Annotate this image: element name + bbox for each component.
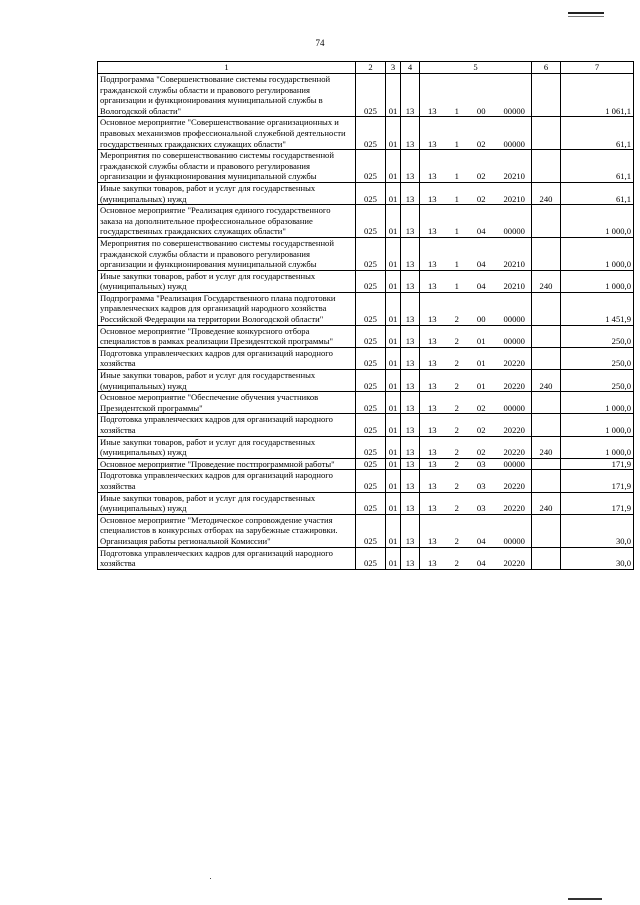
cell-ved: 025 [356, 458, 386, 470]
cs-program: 13 [428, 314, 437, 325]
cell-amount: 171,9 [561, 470, 634, 492]
page-number: 74 [315, 38, 325, 48]
row-description: Основное мероприятие "Проведение конкурсного отбора специалистов в рамках реализации Президентской программы" [98, 325, 356, 347]
cell-target-article [420, 514, 532, 547]
cell-expense-type [532, 150, 561, 183]
cs-measure: 00 [476, 105, 486, 116]
cell-section: 01 [386, 325, 401, 347]
cs-direction: 20210 [503, 259, 525, 270]
cs-direction: 20210 [503, 281, 525, 292]
cs-measure: 02 [476, 447, 486, 458]
cell-section: 01 [386, 74, 401, 117]
cell-ved: 025 [356, 370, 386, 392]
cs-subprogram: 1 [454, 138, 459, 149]
cs-program: 13 [428, 503, 437, 514]
cs-subprogram: 2 [454, 558, 459, 569]
cell-target-article [420, 325, 532, 347]
cell-amount: 250,0 [561, 370, 634, 392]
cell-subsection: 13 [401, 182, 420, 204]
cell-target-article [420, 237, 532, 270]
cell-subsection: 13 [401, 547, 420, 569]
cell-amount: 171,9 [561, 458, 634, 470]
cs-direction: 00000 [503, 458, 525, 469]
cs-program: 13 [428, 138, 437, 149]
table-row [98, 347, 634, 369]
cell-ved: 025 [356, 470, 386, 492]
cs-program: 13 [428, 447, 437, 458]
cell-amount: 1 000,0 [561, 205, 634, 238]
cs-program: 13 [428, 259, 437, 270]
cell-section: 01 [386, 292, 401, 325]
cs-program: 13 [428, 358, 437, 369]
cell-section: 01 [386, 182, 401, 204]
cs-subprogram: 1 [454, 259, 459, 270]
cs-direction: 20210 [503, 193, 525, 204]
cell-section: 01 [386, 436, 401, 458]
cell-ved: 025 [356, 325, 386, 347]
cs-direction: 00000 [503, 535, 525, 546]
table-row [98, 370, 634, 392]
cell-expense-type [532, 325, 561, 347]
cell-subsection: 13 [401, 117, 420, 150]
cell-subsection: 13 [401, 150, 420, 183]
cell-subsection: 13 [401, 347, 420, 369]
cell-expense-type [532, 292, 561, 325]
cell-section: 01 [386, 492, 401, 514]
table-row [98, 470, 634, 492]
cell-ved: 025 [356, 392, 386, 414]
cell-expense-type [532, 470, 561, 492]
cell-target-article [420, 74, 532, 117]
cell-target-article [420, 547, 532, 569]
cell-target-article [420, 392, 532, 414]
cell-subsection: 13 [401, 325, 420, 347]
cell-subsection: 13 [401, 392, 420, 414]
cell-target-article [420, 270, 532, 292]
cell-subsection: 13 [401, 492, 420, 514]
scan-mark-bottom [568, 898, 602, 902]
cell-ved: 025 [356, 514, 386, 547]
row-description: Основное мероприятие "Обеспечение обучения участников Президентской программы" [98, 392, 356, 414]
cell-amount: 1 000,0 [561, 414, 634, 436]
cell-ved: 025 [356, 492, 386, 514]
cell-subsection: 13 [401, 270, 420, 292]
cs-program: 13 [428, 558, 437, 569]
cell-subsection: 13 [401, 74, 420, 117]
cs-program: 13 [428, 193, 437, 204]
cell-subsection: 13 [401, 414, 420, 436]
cs-measure: 02 [476, 425, 486, 435]
cell-target-article [420, 182, 532, 204]
cell-ved: 025 [356, 117, 386, 150]
cs-subprogram: 2 [454, 402, 459, 413]
cell-target-article [420, 347, 532, 369]
cell-ved: 025 [356, 347, 386, 369]
row-description: Основное мероприятие "Совершенствование организационных и правовых механизмов профессиональной служебной деятельности государственных гражданских служащих области" [98, 117, 356, 150]
cs-direction: 00000 [503, 314, 525, 325]
cs-measure: 00 [476, 314, 486, 325]
header-cell: 6 [532, 62, 561, 74]
cell-target-article [420, 436, 532, 458]
cs-direction: 20220 [503, 480, 525, 491]
cell-section: 01 [386, 150, 401, 183]
cell-section: 01 [386, 470, 401, 492]
table-row [98, 74, 634, 117]
cs-program: 13 [428, 380, 437, 391]
cell-amount: 61,1 [561, 182, 634, 204]
cell-expense-type [532, 205, 561, 238]
cell-amount: 30,0 [561, 514, 634, 547]
header-cell: 7 [561, 62, 634, 74]
scan-mark-top [568, 12, 604, 17]
cell-subsection: 13 [401, 436, 420, 458]
header-cell: 3 [386, 62, 401, 74]
table-row [98, 392, 634, 414]
cell-subsection: 13 [401, 370, 420, 392]
cell-target-article [420, 370, 532, 392]
cell-amount: 1 000,0 [561, 237, 634, 270]
cs-subprogram: 2 [454, 458, 459, 469]
cell-expense-type: 240 [532, 436, 561, 458]
cell-ved: 025 [356, 292, 386, 325]
cs-measure: 02 [476, 171, 486, 182]
cs-measure: 04 [476, 558, 486, 569]
row-description: Основное мероприятие "Проведение постпрограммной работы" [98, 458, 356, 470]
cs-subprogram: 2 [454, 447, 459, 458]
header-cell: 2 [356, 62, 386, 74]
cs-subprogram: 2 [454, 358, 459, 369]
cs-direction: 00000 [503, 402, 525, 413]
cell-section: 01 [386, 547, 401, 569]
cell-subsection: 13 [401, 514, 420, 547]
cs-subprogram: 1 [454, 193, 459, 204]
table-row [98, 458, 634, 470]
header-cell: 5 [420, 62, 532, 74]
row-description: Подпрограмма "Совершенствование системы государственной гражданской службы области и правового регулирования организации и функционирования муниципальной службы в Вологодской области" [98, 74, 356, 117]
cs-measure: 04 [476, 281, 486, 292]
budget-table [97, 61, 634, 570]
cell-expense-type [532, 117, 561, 150]
cs-subprogram: 1 [454, 171, 459, 182]
cell-target-article [420, 150, 532, 183]
row-description: Основное мероприятие "Реализация единого государственного заказа на дополнительное профессиональное образование государственных гражданских служащих области" [98, 205, 356, 238]
header-cell: 1 [98, 62, 356, 74]
cell-amount: 1 000,0 [561, 436, 634, 458]
cell-amount: 30,0 [561, 547, 634, 569]
row-description: Иные закупки товаров, работ и услуг для государственных (муниципальных) нужд [98, 370, 356, 392]
table-body [98, 74, 634, 570]
row-description: Подготовка управленческих кадров для организаций народного хозяйства [98, 547, 356, 569]
cell-subsection: 13 [401, 470, 420, 492]
cs-program: 13 [428, 226, 437, 237]
cell-amount: 171,9 [561, 492, 634, 514]
table-row [98, 492, 634, 514]
cell-target-article [420, 205, 532, 238]
cs-program: 13 [428, 336, 437, 347]
cell-section: 01 [386, 270, 401, 292]
cell-target-article [420, 292, 532, 325]
cell-subsection: 13 [401, 205, 420, 238]
cs-subprogram: 2 [454, 480, 459, 491]
cell-section: 01 [386, 347, 401, 369]
cs-subprogram: 2 [454, 380, 459, 391]
cell-expense-type [532, 414, 561, 436]
table-row [98, 117, 634, 150]
row-description: Иные закупки товаров, работ и услуг для государственных (муниципальных) нужд [98, 492, 356, 514]
cs-program: 13 [428, 480, 437, 491]
cell-section: 01 [386, 117, 401, 150]
cell-amount: 61,1 [561, 117, 634, 150]
cell-expense-type: 240 [532, 270, 561, 292]
cell-amount: 250,0 [561, 325, 634, 347]
cs-direction: 20220 [503, 380, 525, 391]
cell-ved: 025 [356, 205, 386, 238]
cs-measure: 04 [476, 226, 486, 237]
cs-program: 13 [428, 171, 437, 182]
row-description: Подготовка управленческих кадров для организаций народного хозяйства [98, 470, 356, 492]
cs-direction: 20220 [503, 558, 525, 569]
cs-direction: 00000 [503, 138, 525, 149]
cs-measure: 04 [476, 535, 486, 546]
table-row [98, 182, 634, 204]
cell-amount: 1 451,9 [561, 292, 634, 325]
row-description: Иные закупки товаров, работ и услуг для государственных (муниципальных) нужд [98, 270, 356, 292]
row-description: Основное мероприятие "Методическое сопровождение участия специалистов в конкурсных отборах на зарубежные стажировки. Организация работы региональной Комиссии" [98, 514, 356, 547]
table-row [98, 205, 634, 238]
cs-measure: 03 [476, 458, 486, 469]
cs-program: 13 [428, 458, 437, 469]
header-cell: 4 [401, 62, 420, 74]
cell-target-article [420, 414, 532, 436]
table-row [98, 150, 634, 183]
cs-subprogram: 2 [454, 425, 459, 435]
row-description: Иные закупки товаров, работ и услуг для государственных (муниципальных) нужд [98, 182, 356, 204]
table-row [98, 436, 634, 458]
cs-subprogram: 1 [454, 226, 459, 237]
cs-direction: 00000 [503, 336, 525, 347]
table-row [98, 325, 634, 347]
cs-subprogram: 2 [454, 503, 459, 514]
cell-expense-type: 240 [532, 492, 561, 514]
cs-direction: 20220 [503, 358, 525, 369]
cell-expense-type: 240 [532, 182, 561, 204]
cell-section: 01 [386, 458, 401, 470]
table-row [98, 270, 634, 292]
cs-direction: 20220 [503, 503, 525, 514]
cell-section: 01 [386, 205, 401, 238]
cell-ved: 025 [356, 414, 386, 436]
cs-subprogram: 2 [454, 314, 459, 325]
cell-ved: 025 [356, 150, 386, 183]
header-row [98, 62, 634, 74]
cs-measure: 04 [476, 259, 486, 270]
cell-ved: 025 [356, 237, 386, 270]
cell-amount: 250,0 [561, 347, 634, 369]
cell-expense-type [532, 458, 561, 470]
cs-direction: 00000 [503, 105, 525, 116]
cs-subprogram: 1 [454, 281, 459, 292]
cell-section: 01 [386, 414, 401, 436]
cell-amount: 1 000,0 [561, 270, 634, 292]
cs-measure: 02 [476, 138, 486, 149]
cs-measure: 03 [476, 480, 486, 491]
cs-direction: 00000 [503, 226, 525, 237]
cs-subprogram: 2 [454, 535, 459, 546]
cell-amount: 1 061,1 [561, 74, 634, 117]
cell-expense-type [532, 547, 561, 569]
cell-ved: 025 [356, 547, 386, 569]
cs-measure: 02 [476, 193, 486, 204]
cell-expense-type [532, 392, 561, 414]
row-description: Мероприятия по совершенствованию системы государственной гражданской службы области и правового регулирования организации и функционирования муниципальной службы [98, 237, 356, 270]
cs-subprogram: 1 [454, 105, 459, 116]
cell-amount: 1 000,0 [561, 392, 634, 414]
cs-direction: 20220 [503, 425, 525, 435]
cell-target-article [420, 470, 532, 492]
cs-program: 13 [428, 535, 437, 546]
scan-speck [210, 878, 211, 879]
cs-direction: 20220 [503, 447, 525, 458]
cs-program: 13 [428, 281, 437, 292]
cell-expense-type [532, 347, 561, 369]
table-row [98, 237, 634, 270]
row-description: Иные закупки товаров, работ и услуг для государственных (муниципальных) нужд [98, 436, 356, 458]
row-description: Мероприятия по совершенствованию системы государственной гражданской службы области и правового регулирования организации и функционирования муниципальной службы [98, 150, 356, 183]
cell-ved: 025 [356, 182, 386, 204]
cs-measure: 01 [476, 380, 486, 391]
cell-target-article [420, 492, 532, 514]
cs-program: 13 [428, 402, 437, 413]
row-description: Подпрограмма "Реализация Государственного плана подготовки управленческих кадров для организаций народного хозяйства Российской Федерации на территории Вологодской области" [98, 292, 356, 325]
cell-target-article [420, 458, 532, 470]
cell-section: 01 [386, 514, 401, 547]
cell-section: 01 [386, 392, 401, 414]
cell-amount: 61,1 [561, 150, 634, 183]
cell-section: 01 [386, 370, 401, 392]
cell-expense-type [532, 74, 561, 117]
cell-expense-type [532, 514, 561, 547]
table-row [98, 414, 634, 436]
cell-ved: 025 [356, 436, 386, 458]
cell-expense-type [532, 237, 561, 270]
cell-expense-type: 240 [532, 370, 561, 392]
cs-measure: 01 [476, 358, 486, 369]
cs-program: 13 [428, 425, 437, 435]
row-description: Подготовка управленческих кадров для организаций народного хозяйства [98, 347, 356, 369]
cell-ved: 025 [356, 270, 386, 292]
cell-ved: 025 [356, 74, 386, 117]
cs-measure: 01 [476, 336, 486, 347]
cs-program: 13 [428, 105, 437, 116]
cs-direction: 20210 [503, 171, 525, 182]
table-row [98, 292, 634, 325]
table-row [98, 514, 634, 547]
cell-subsection: 13 [401, 237, 420, 270]
cell-subsection: 13 [401, 292, 420, 325]
cell-section: 01 [386, 237, 401, 270]
table-row [98, 547, 634, 569]
cs-measure: 02 [476, 402, 486, 413]
cell-target-article [420, 117, 532, 150]
row-description: Подготовка управленческих кадров для организаций народного хозяйства [98, 414, 356, 436]
cell-subsection: 13 [401, 458, 420, 470]
cs-measure: 03 [476, 503, 486, 514]
cs-subprogram: 2 [454, 336, 459, 347]
